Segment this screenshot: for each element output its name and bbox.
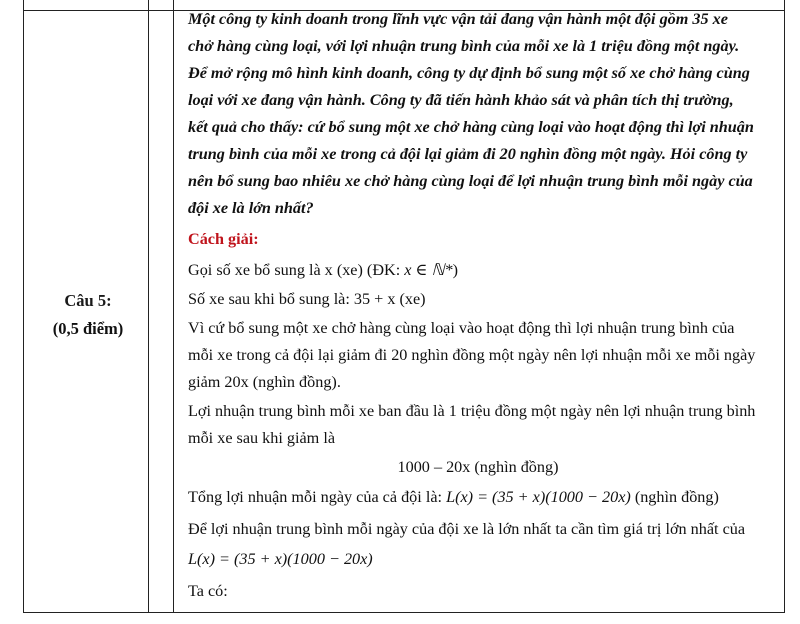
step-text: ) — [452, 261, 458, 279]
step-line: giảm 20x (nghìn đồng). — [188, 373, 341, 391]
problem-line: kết quả cho thấy: cứ bổ sung một xe chở hàng cùng loại vào hoạt động thì lợi nhuận — [188, 118, 754, 136]
question-points: (0,5 điểm) — [52, 319, 124, 338]
solution-step-total — [188, 484, 768, 511]
problem-line: trung bình của mỗi xe trong cả đội lại giảm đi 20 nghìn đồng một ngày. Hỏi công ty — [188, 145, 748, 163]
problem-statement — [188, 6, 768, 222]
problem-line: chở hàng cùng loại, với lợi nhuận trung bình của mỗi xe là 1 triệu đồng một ngày. — [188, 37, 740, 55]
solution-step-profit — [188, 398, 768, 452]
question-content-cell — [188, 0, 768, 605]
table-border-col2 — [173, 0, 174, 612]
solution-step-maximize: Để lợi nhuận trung bình mỗi ngày của đội xe là lớn nhất ta cần tìm giá trị lớn nhất của — [188, 520, 746, 538]
total-profit-formula: L(x) = (35 + x)(1000 − 20x) — [446, 488, 631, 506]
problem-line: loại với xe đang vận hành. Công ty đã tiến hành khảo sát và phân tích thị trường, — [188, 91, 734, 109]
solution-step-we-have: Ta có: — [188, 582, 228, 600]
question-number: Câu 5: — [64, 291, 112, 310]
problem-line: đội xe là lớn nhất? — [188, 199, 314, 217]
step-line: mỗi xe trong cả đội lại giảm đi 20 nghìn đồng một ngày nên lợi nhuận mỗi xe mỗi ngày — [188, 346, 756, 364]
step-line: Lợi nhuận trung bình mỗi xe ban đầu là 1 triệu đồng một ngày nên lợi nhuận trung bình — [188, 402, 756, 420]
table-border-right — [784, 0, 785, 612]
problem-line: nên bổ sung bao nhiêu xe chở hàng cùng loại để lợi nhuận trung bình mỗi ngày của — [188, 172, 753, 190]
table-border-bottom — [23, 612, 785, 613]
step-text: Tổng lợi nhuận mỗi ngày của cả đội là: — [188, 488, 447, 506]
condition-math: x ∈ ℕ* — [404, 261, 453, 279]
solution-step-reason — [188, 315, 768, 396]
step-line: Vì cứ bổ sung một xe chở hàng cùng loại vào hoạt động thì lợi nhuận trung bình của — [188, 319, 735, 337]
table-border-left — [23, 0, 24, 612]
step-text: (nghìn đồng) — [630, 488, 719, 506]
solution-heading: Cách giải: — [188, 230, 259, 248]
problem-line: Để mở rộng mô hình kinh doanh, công ty dự định bổ sung một số xe chở hàng cùng — [188, 64, 750, 82]
profit-formula: 1000 – 20x (nghìn đồng) — [397, 458, 559, 476]
step-line: mỗi xe sau khi giảm là — [188, 429, 336, 447]
objective-formula: L(x) = (35 + x)(1000 − 20x) — [188, 550, 373, 568]
solution-step-define — [188, 257, 768, 284]
question-label-cell — [25, 287, 151, 343]
problem-line: Một công ty kinh doanh trong lĩnh vực vận tải đang vận hành một đội gồm 35 xe — [188, 10, 728, 28]
solution-step-count: Số xe sau khi bổ sung là: 35 + x (xe) — [188, 290, 426, 308]
step-text: Gọi số xe bổ sung là x (xe) (ĐK: — [188, 261, 405, 279]
